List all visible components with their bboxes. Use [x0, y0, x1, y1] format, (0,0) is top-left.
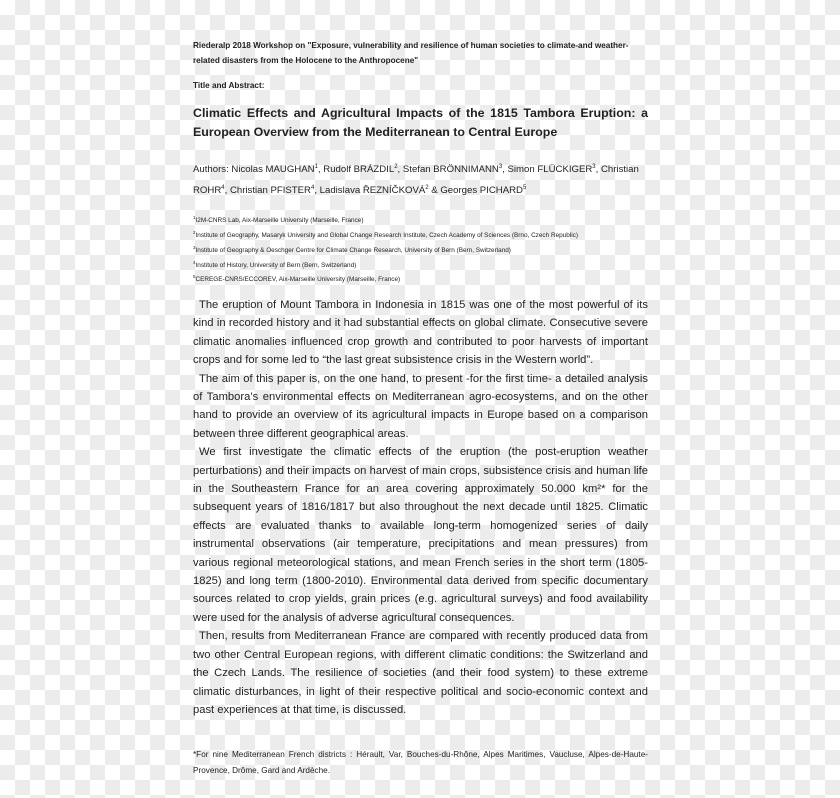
author-affil-sup: 4 [221, 185, 225, 192]
author-affil-sup: 2 [394, 164, 398, 170]
workshop-header: Riederalp 2018 Workshop on "Exposure, vulnerability and resilience of human societies to climate-and weather-related disasters from the Holocene to the Anthropocene" [193, 41, 629, 65]
author [323, 164, 400, 175]
affiliation-text: Institute of Geography, Masaryk University and Global Change Research Institute, Czech Academy of Sciences (Brno, Czech Republic) [195, 232, 578, 240]
affiliation-sup: 3 [193, 244, 196, 250]
author-affil-sup: 3 [592, 164, 596, 170]
author-affil-sup: 3 [498, 164, 503, 170]
author-affil-sup: 2 [425, 185, 429, 192]
paper-title: Climatic Effects and Agricultural Impacts of the 1815 Tambora Eruption: a European Overview from the Mediterranean to Central Europe [193, 106, 648, 139]
author-name: Stefan BRÖNNIMANN [402, 164, 499, 176]
author-separator: , [314, 185, 317, 197]
abstract-paragraph: Then, results from Mediterranean France are compared with recently produced data from two other Central European regions, with different climatic conditions: the Switzerland and the Czech Lands. The resilience of societies (and their food system) to these extreme climatic disturbances, in light of their respective political and socio-economic context and past experiences at that time, is discussed. [193, 630, 648, 716]
author-name: Nicolas MAUGHAN [231, 164, 315, 176]
author-name: Christian ROHR [193, 164, 639, 197]
affiliation-text: Institute of Geography & Oeschger Centre for Climate Change Research, University of Bern (Bern, Switzerland) [195, 246, 511, 254]
affiliation [193, 271, 648, 286]
abstract-body [193, 296, 648, 719]
affiliation-text: CEREGE-CNRS/ECCOREV, Aix-Marseille University (Marseille, France) [195, 276, 401, 284]
author-separator: , [317, 164, 321, 176]
author-separator: , [397, 164, 401, 176]
affiliations [193, 212, 648, 286]
affiliation-text: Institute of History, University of Bern (Bern, Switzerland) [195, 261, 357, 269]
affiliation [193, 227, 648, 242]
author-name: Georges PICHARD [440, 185, 523, 197]
author [403, 164, 505, 175]
author-affil-sup: 1 [314, 164, 318, 170]
author-list [193, 164, 639, 196]
footnote: *For nine Mediterranean French districts : Hérault, Var, Bouches-du-Rhône, Alpes Maritimes, Vaucluse, Alpes-de-Haute-Provence, Drôme, Gard and Ardèche. [193, 750, 648, 775]
author [230, 185, 317, 196]
author-name: Ladislava ŘEZNÍČKOVÁ [319, 185, 426, 197]
authors-prefix: Authors: [193, 164, 229, 176]
author-affil-sup: 4 [310, 185, 315, 192]
author [231, 164, 320, 175]
author-name: Simon FLÜCKIGER [507, 164, 593, 176]
document-page [193, 0, 648, 798]
author-separator: & [428, 185, 438, 197]
author-separator: , [502, 164, 505, 176]
section-label: Title and Abstract: [193, 81, 265, 90]
abstract-paragraph: The aim of this paper is, on the one hand, to present -for the first time- a detailed analysis of Tambora’s environmental effects on Mediterranean agro-ecosystems, and on the other hand to provide an overview of its agricultural impacts in Europe based on a comparison between three different geographical areas. [193, 372, 648, 440]
author-separator: , [595, 164, 599, 176]
author-name: Christian PFISTER [229, 185, 311, 197]
author [320, 185, 438, 196]
affiliation [193, 242, 648, 257]
abstract-paragraph: We first investigate the climatic effects of the eruption (the post-eruption weather perturbations) and their impacts on harvest of main crops, subsistence crisis and human life in the Southeastern France for an area covering approximately 50.000 km²* for the subsequent years of 1816/1817 but also throughout the next decade until 1825. Climatic effects are evaluated thanks to available long-term homogenized series of daily instrumental observations (air temperature, precipitations and mean pressures) from various regional meteorological stations, and mean French series in the short term (1805-1825) and long term (1800-2010). Environmental data derived from specific documentary sources related to crop yields, grain prices (e.g. agricultural surveys) and food availability were used for the analysis of adverse agricultural consequences. [193, 446, 648, 624]
affiliation-sup: 1 [193, 215, 196, 221]
affiliation [193, 212, 648, 227]
authors-line [193, 158, 648, 200]
author-separator: , [224, 185, 228, 197]
affiliation-text: I2M-CNRS Lab, Aix-Marseille University (Marseille, France) [195, 217, 364, 225]
author-affil-sup: 5 [522, 185, 527, 192]
affiliation-sup: 2 [193, 230, 196, 236]
abstract-paragraph: The eruption of Mount Tambora in Indonesia in 1815 was one of the most powerful of its kind in recorded history and it had substantial effects on global climate. Consecutive severe climatic anomalies influenced crop growth and contributed to poor harvests of important crops and for some led to “the last great subsistence crisis in the Western world”. [193, 298, 648, 367]
affiliation-sup: 4 [193, 259, 196, 265]
author [440, 185, 526, 196]
affiliation [193, 257, 648, 272]
author-name: Rudolf BRÁZDIL [323, 164, 395, 176]
author [508, 164, 599, 175]
affiliation-sup: 5 [193, 274, 196, 280]
